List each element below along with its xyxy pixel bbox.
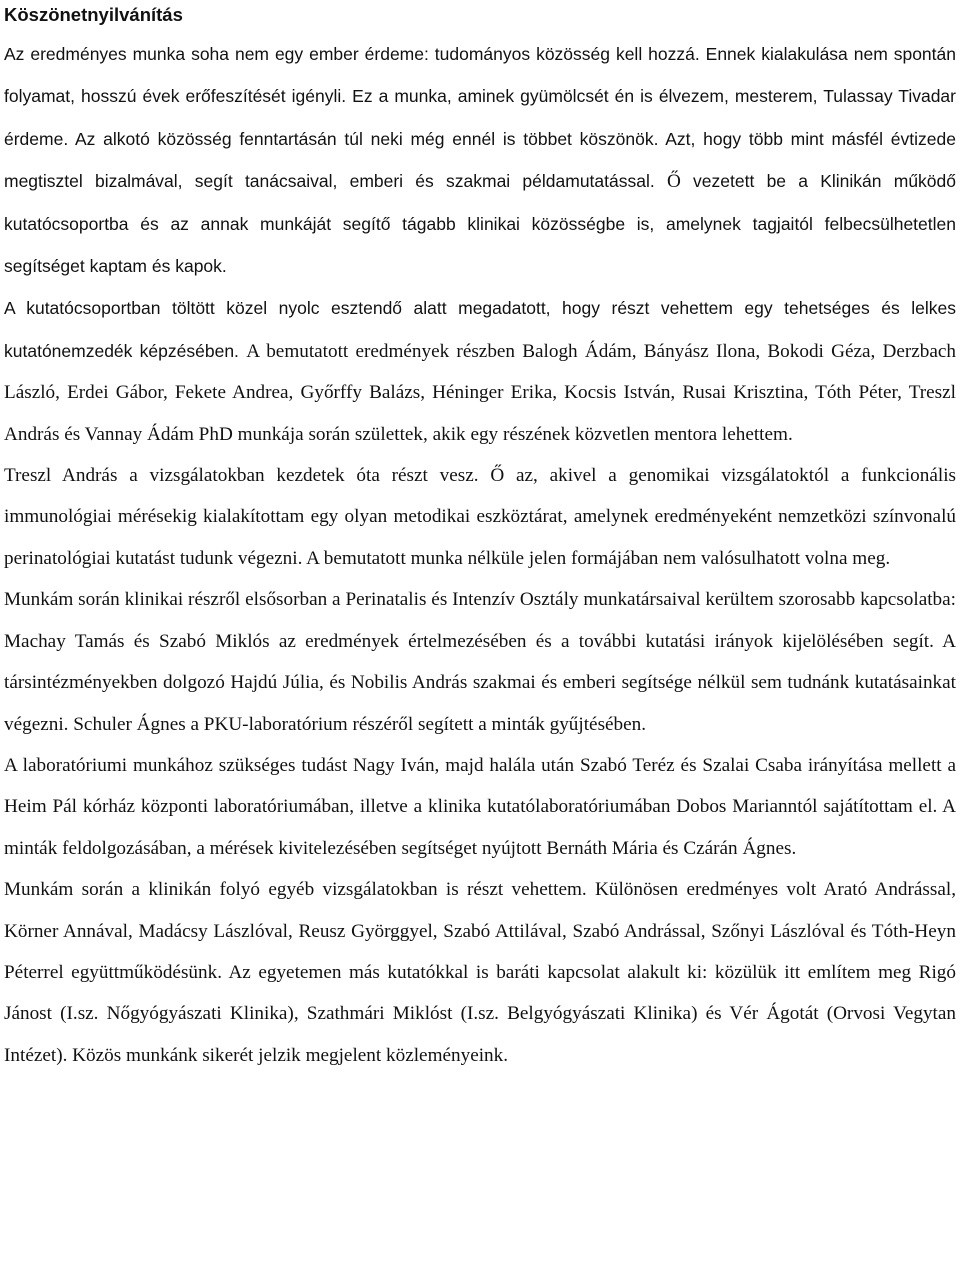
document-title: Köszönetnyilvánítás bbox=[4, 4, 183, 25]
text-segment: A laboratóriumi munkához szükséges tudást Nagy Iván, majd halála után Szabó Teréz és Szalai Csaba irányítása mellett a Heim Pál kórház központi laboratóriumában, illetve a klinika kutatólaboratóriumában Dobos Marianntól sajátítottam el. A minták feldolgozásában, a mérések kivitelezésében segítséget nyújtott Bernáth Mária és Czárán Ágnes. bbox=[4, 754, 956, 859]
text-segment: A bemutatott eredmények részben Balogh Ádám, Bányász Ilona, Bokodi Géza, Derzbach László, Erdei Gábor, Fekete Andrea, Győrffy Balázs, Héninger Erika, Kocsis István, Rusai Krisztina, Tóth Péter, Treszl András és Vannay Ádám PhD munkája során születtek, akik egy részének közvetlen mentora lehettem. bbox=[4, 340, 956, 445]
paragraph-2 bbox=[4, 288, 956, 456]
text-segment: Treszl András a vizsgálatokban kezdetek óta részt vesz. Ő az, akivel a genomikai vizsgálatoktól a funkcionális immunológiai mérésekig kialakítottam egy olyan metodikai eszköztárat, amelynek eredményeként nemzetközi színvonalú perinatológiai kutatást tudunk végezni. A bemutatott munka nélküle jelen formájában nem valósulhatott volna meg. bbox=[4, 465, 956, 569]
text-segment: Az eredményes munka soha nem egy ember érdeme: tudományos közösség kell hozzá. Ennek kialakulása nem spontán folyamat, hosszú évek erőfeszítését igényli. Ez a munka, aminek gyümölcsét én is élvezem, mesterem, Tulassay Tivadar érdeme. Az alkotó közösség fenntartásán túl neki még ennél is többet köszönök. Azt, hogy több mint másfél évtizede megtisztel bizalmával, segít tanácsaival, emberi és szakmai példamutatással. bbox=[4, 44, 956, 192]
paragraph-6 bbox=[4, 870, 956, 1077]
paragraph-1 bbox=[4, 34, 956, 288]
text-segment: Ő bbox=[666, 171, 681, 193]
paragraph-4 bbox=[4, 580, 956, 746]
text-segment: vezetett be a Klinikán működő kutatócsoportba és az annak munkáját segítő tágabb klinikai közösségbe is, amelynek tagjaitól felbecsülhetetlen segítséget kaptam és kapok. bbox=[4, 171, 957, 277]
text-segment: Munkám során klinikai részről elsősorban a Perinatalis és Intenzív Osztály munkatársaival kerültem szorosabb kapcsolatba: Machay Tamás és Szabó Miklós az eredmények értelmezésében és a további kutatási irányok kijelölésében segít. A társintézményekben dolgozó Hajdú Júlia, és Nobilis András szakmai és emberi segítsége nélkül sem tudnánk kutatásainkat végezni. Schuler Ágnes a PKU-laboratórium részéről segített a minták gyűjtésében. bbox=[4, 589, 956, 735]
text-segment: Munkám során a klinikán folyó egyéb vizsgálatokban is részt vehettem. Különösen eredményes volt Arató Andrással, Körner Annával, Madácsy Lászlóval, Reusz Györggyel, Szabó Attilával, Szabó Andrással, Szőnyi Lászlóval és Tóth-Heyn Péterrel együttműködésünk. Az egyetemen más kutatókkal is baráti kapcsolat alakult ki: közülük itt említem meg Rigó Jánost (I.sz. Nőgyógyászati Klinika), Szathmári Miklóst (I.sz. Belgyógyászati Klinika) és Vér Ágotát (Orvosi Vegytan Intézet). Közös munkánk sikerét jelzik megjelent közleményeink. bbox=[4, 879, 956, 1066]
document-page bbox=[4, 0, 956, 1077]
paragraph-3 bbox=[4, 456, 956, 580]
text-segment: A kutatócsoportban töltött közel nyolc esztendő alatt megadatott, hogy részt vehettem egy tehetséges és lelkes kutatónemzedék képzésében. bbox=[4, 298, 956, 361]
paragraph-5 bbox=[4, 746, 956, 870]
